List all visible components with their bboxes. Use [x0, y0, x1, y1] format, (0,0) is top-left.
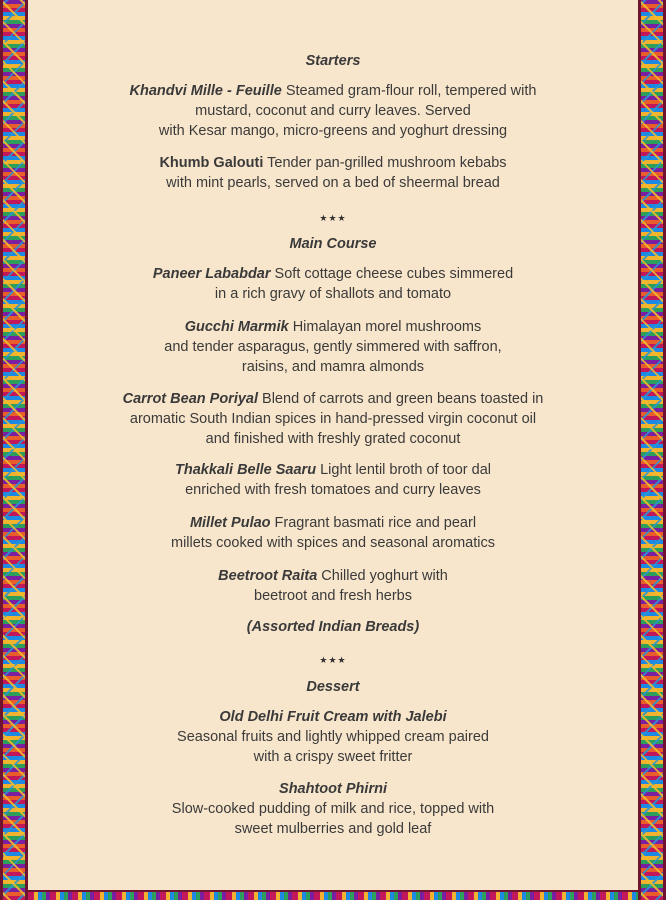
section-divider: ★★★	[319, 213, 347, 223]
right-decorative-border	[638, 0, 666, 900]
dish-name: Gucchi Marmik	[184, 319, 289, 335]
menu-item-khandvi	[40, 81, 626, 141]
dish-description: Himalayan morel mushrooms	[288, 319, 482, 335]
menu-item-millet-pulao	[40, 513, 626, 553]
dish-description: aromatic South Indian spices in hand-pressed virgin coconut oil	[129, 411, 537, 427]
dish-name: Khumb Galouti	[159, 155, 264, 171]
dish-description: Fragrant basmati rice and pearl	[270, 515, 477, 531]
dish-name: Old Delhi Fruit Cream with Jalebi	[219, 709, 447, 725]
dish-description: with Kesar mango, micro-greens and yoghurt dressing	[158, 123, 508, 139]
dish-description: Seasonal fruits and lightly whipped cream paired	[177, 729, 489, 745]
dish-name: Carrot Bean Poriyal	[122, 391, 259, 407]
menu-item-old-delhi-fruit-cream	[40, 707, 626, 767]
menu-item-khumb-galouti	[40, 153, 626, 193]
dish-description: Tender pan-grilled mushroom kebabs	[263, 155, 507, 171]
dish-description: Soft cottage cheese cubes simmered	[270, 266, 514, 282]
section-divider: ★★★	[319, 655, 347, 665]
menu-item-shahtoot-phirni	[40, 779, 626, 839]
dish-name: Beetroot Raita	[218, 568, 318, 584]
menu-item-paneer-lababdar	[40, 264, 626, 304]
dish-description: with a crispy sweet fritter	[253, 749, 413, 765]
menu-item-beetroot-raita	[40, 566, 626, 606]
dish-name: Khandvi Mille - Feuille	[129, 83, 282, 99]
dish-description: in a rich gravy of shallots and tomato	[214, 286, 452, 302]
dish-description: millets cooked with spices and seasonal aromatics	[171, 535, 495, 551]
dish-description: mustard, coconut and curry leaves. Served	[195, 103, 471, 119]
menu-item-gucchi-marmik	[40, 317, 626, 377]
section-title-starters: Starters	[305, 53, 361, 69]
dish-description: enriched with fresh tomatoes and curry leaves	[185, 482, 481, 498]
section-title-main-course: Main Course	[289, 236, 377, 252]
bottom-decorative-border	[28, 890, 638, 900]
dish-description: with mint pearls, served on a bed of sheermal bread	[166, 175, 500, 191]
dish-description: sweet mulberries and gold leaf	[234, 821, 432, 837]
dish-name: Shahtoot Phirni	[279, 781, 387, 797]
dish-name: Paneer Lababdar	[152, 266, 271, 282]
dish-description: beetroot and fresh herbs	[254, 588, 412, 604]
left-decorative-border	[0, 0, 28, 900]
menu-item-thakkali-belle-saaru	[40, 460, 626, 500]
dish-description: Blend of carrots and green beans toasted in	[258, 391, 544, 407]
dish-description: Slow-cooked pudding of milk and rice, topped with	[171, 801, 495, 817]
dish-description: raisins, and mamra almonds	[241, 359, 425, 375]
dish-name: Thakkali Belle Saaru	[175, 462, 317, 478]
dish-description: and tender asparagus, gently simmered with saffron,	[164, 339, 502, 355]
assorted-breads-note: (Assorted Indian Breads)	[246, 619, 420, 635]
menu-item-carrot-bean-poriyal	[40, 389, 626, 449]
dish-description: and finished with freshly grated coconut	[205, 431, 461, 447]
dish-description: Light lentil broth of toor dal	[316, 462, 491, 478]
dish-description: Chilled yoghurt with	[317, 568, 448, 584]
section-title-dessert: Dessert	[306, 679, 360, 695]
dish-name: Millet Pulao	[189, 515, 271, 531]
dish-description: Steamed gram-flour roll, tempered with	[281, 83, 537, 99]
